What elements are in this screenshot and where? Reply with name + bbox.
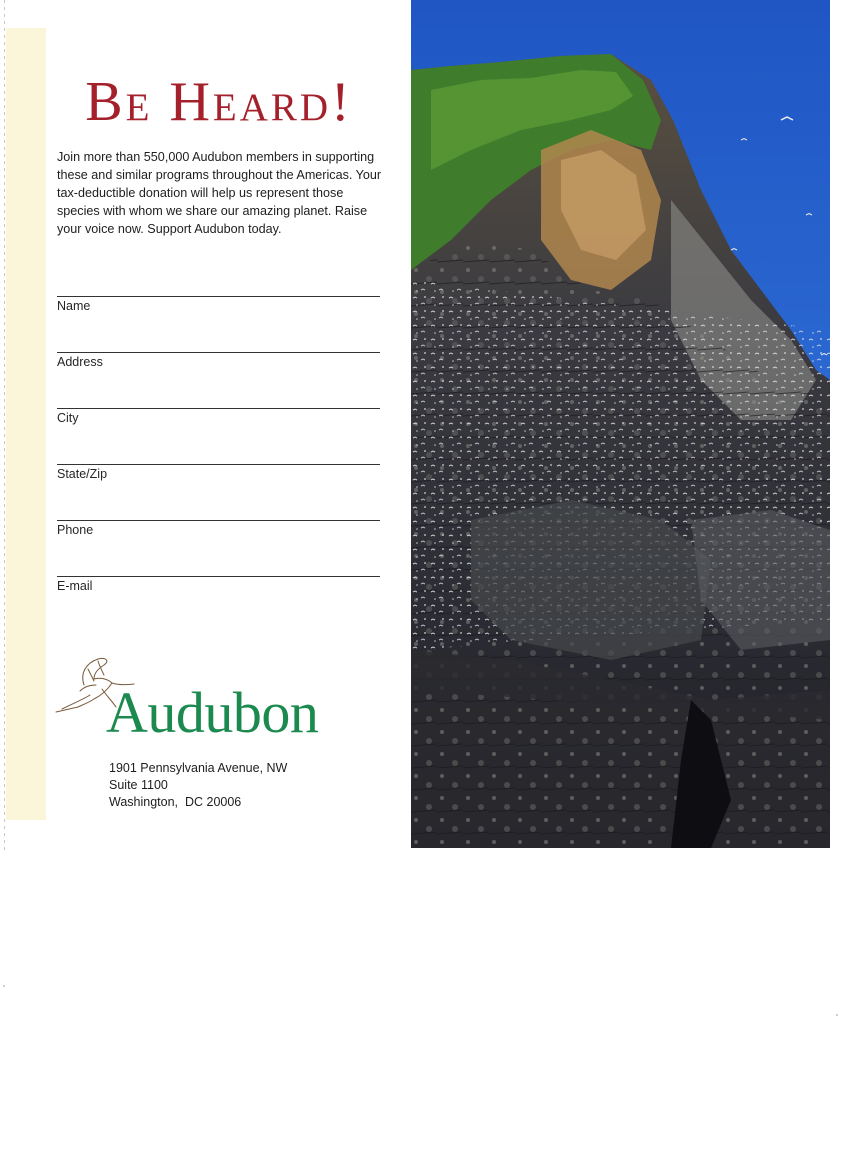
form-field-state-zip[interactable]	[57, 464, 380, 520]
form-field-label: City	[57, 411, 79, 425]
form-field-label: E-mail	[57, 579, 93, 593]
form-field-label: State/Zip	[57, 467, 108, 481]
form-field-phone[interactable]	[57, 520, 380, 576]
address-line: Washington, DC 20006	[109, 795, 242, 809]
donation-form	[57, 296, 380, 632]
margin-strip	[6, 28, 46, 820]
address-line: 1901 Pennsylvania Avenue, NW	[109, 761, 288, 775]
scan-speck	[836, 1014, 838, 1016]
form-field-label: Name	[57, 299, 91, 313]
form-field-label: Phone	[57, 523, 94, 537]
cliff-illustration	[411, 0, 830, 848]
seabird-cliff-photo	[411, 0, 830, 848]
address-line: Suite 1100	[109, 778, 168, 792]
form-field-address[interactable]	[57, 352, 380, 408]
mailing-address	[109, 760, 287, 811]
form-field-city[interactable]	[57, 408, 380, 464]
form-field-label: Address	[57, 355, 103, 369]
scan-speck	[3, 985, 5, 987]
intro-paragraph: Join more than 550,000 Audubon members in supporting these and similar programs throughout the Americas. Your tax-deductible donation will help us represent those species with whom we share our amazing planet. Raise your voice now. Support Audubon today.	[57, 150, 382, 236]
page-headline: Be Heard!	[85, 71, 353, 133]
form-field-name[interactable]	[57, 296, 380, 352]
audubon-logo: Audubon	[106, 680, 319, 745]
form-field-email[interactable]	[57, 576, 380, 632]
